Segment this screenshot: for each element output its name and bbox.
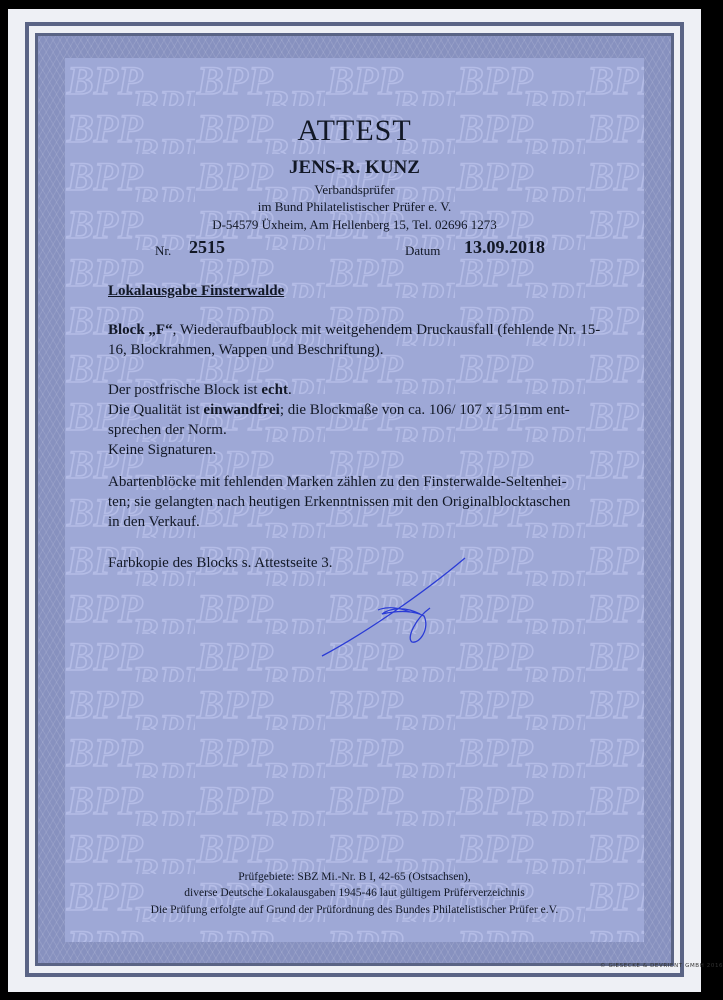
block-description-text: , Wiederaufbaublock mit weitgehendem Druckausfall (fehlende Nr. 15-16, Blockrahmen, Wappen und Beschriftung). xyxy=(108,322,601,358)
number-label: Nr. xyxy=(155,243,172,258)
date-label: Datum xyxy=(405,243,441,258)
certificate-date: 13.09.2018 xyxy=(464,237,545,257)
printer-imprint: © GIESECKE & DEVRIENT GMBH 2016 xyxy=(600,963,723,969)
genuine-text: Der postfrische Block ist xyxy=(108,382,262,398)
footer-scope-label: Prüfgebiete: xyxy=(238,871,295,883)
examiner-name: JENS-R. KUNZ xyxy=(289,157,420,178)
signature xyxy=(320,556,480,666)
examiner-role: Verbandsprüfer xyxy=(314,182,395,197)
footer-rules: Die Prüfung erfolgte auf Grund der Prüfordnung des Bundes Philatelistischer Prüfer e.V. xyxy=(150,904,559,916)
section-heading: Lokalausgabe Finsterwalde xyxy=(108,283,285,299)
security-panel xyxy=(65,58,644,942)
certificate-title: ATTEST xyxy=(297,114,412,147)
footer-scope-line2: diverse Deutsche Lokalausgaben 1945-46 laut gültigem Prüferverzeichnis xyxy=(184,887,525,899)
block-name: Block „F“ xyxy=(108,322,173,338)
color-copy-note: Farbkopie des Blocks s. Attestseite 3. xyxy=(108,555,333,571)
examiner-address: D-54579 Üxheim, Am Hellenberg 15, Tel. 02696 1273 xyxy=(212,217,497,232)
footer-scope: Prüfgebiete: SBZ Mi.-Nr. B I, 42-65 (Ostsachsen), xyxy=(238,871,471,883)
certificate-number: 2515 xyxy=(189,237,225,257)
examiner-association: im Bund Philatelistischer Prüfer e. V. xyxy=(257,199,452,214)
signatures-note: Keine Signaturen. xyxy=(108,442,217,458)
block-description xyxy=(108,320,608,360)
quality-verdict: einwandfrei xyxy=(203,402,280,418)
certificate-sheet xyxy=(8,9,701,992)
quality-text: Die Qualität ist xyxy=(108,402,204,418)
rarity-note: Abartenblöcke mit fehlenden Marken zählen zu den Finsterwalde-Seltenhei- ten; sie gelangten nach heutigen Erkenntnissen mit den Originalblocktaschen in den Verkauf. xyxy=(108,474,571,530)
quality-statement: Der postfrische Block ist echt. Die Qualität ist einwandfrei; die Blockmaße von ca. 106/ 107 x 151mm ent- sprechen der Norm. Keine Signaturen. xyxy=(108,382,570,458)
genuine-verdict: echt xyxy=(261,382,288,398)
